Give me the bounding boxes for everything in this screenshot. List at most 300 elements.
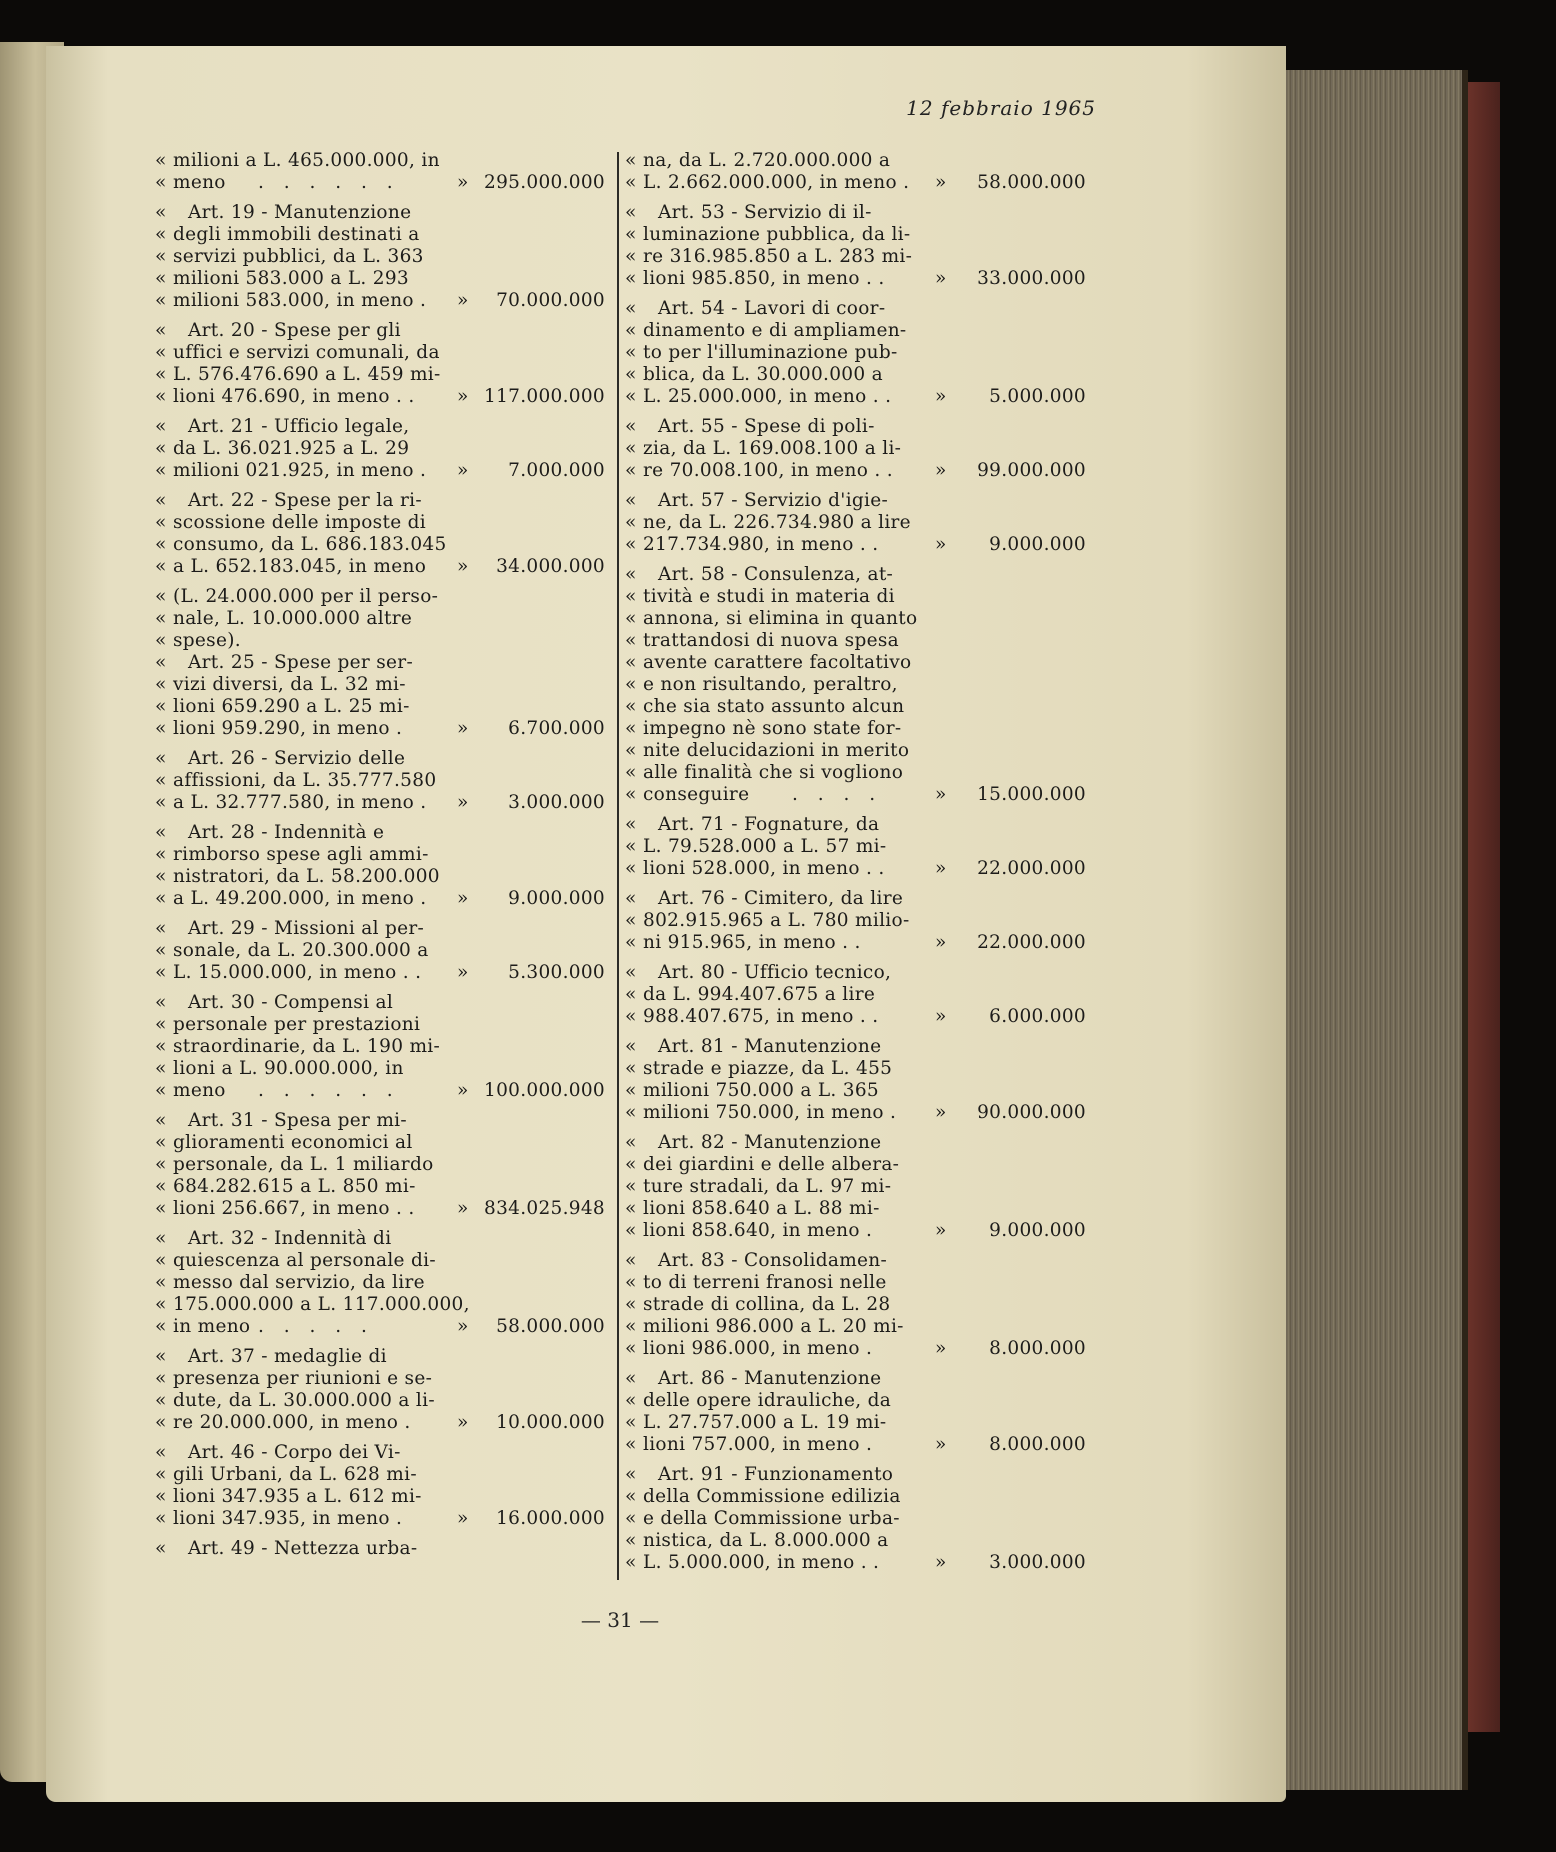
entry-line bbox=[620, 342, 1090, 364]
guillemet-open: « bbox=[625, 512, 637, 533]
entry-line bbox=[150, 962, 615, 984]
guillemet-open: « bbox=[625, 224, 637, 245]
entry-line bbox=[150, 844, 615, 866]
entry-line bbox=[150, 1390, 615, 1412]
guillemet-close: » bbox=[935, 386, 947, 407]
line-text: vizi diversi, da L. 32 mi- bbox=[173, 674, 406, 695]
entry-line bbox=[150, 438, 615, 460]
guillemet-open: « bbox=[155, 1464, 167, 1485]
amount-value: 9.000.000 bbox=[989, 534, 1086, 555]
entry-line bbox=[620, 268, 1090, 290]
guillemet-open: « bbox=[625, 630, 637, 651]
line-text: lioni 858.640 a L. 88 mi- bbox=[643, 1198, 880, 1219]
entry-line bbox=[620, 586, 1090, 608]
line-text: lioni 347.935 a L. 612 mi- bbox=[173, 1486, 422, 1507]
guillemet-open: « bbox=[625, 1272, 637, 1293]
amount-value: 8.000.000 bbox=[989, 1434, 1086, 1455]
entry-line bbox=[620, 718, 1090, 740]
entry-line bbox=[620, 1530, 1090, 1552]
guillemet-open: « bbox=[155, 992, 167, 1013]
amount-value: 58.000.000 bbox=[496, 1316, 605, 1337]
line-text: Art. 26 - Servizio delle bbox=[188, 748, 406, 769]
guillemet-open: « bbox=[625, 762, 637, 783]
line-text: dute, da L. 30.000.000 a li- bbox=[173, 1390, 435, 1411]
line-text: Art. 71 - Fognature, da bbox=[658, 814, 880, 835]
entry-line bbox=[150, 1080, 615, 1102]
guillemet-open: « bbox=[155, 822, 167, 843]
guillemet-open: « bbox=[625, 534, 637, 555]
amount-value: 58.000.000 bbox=[977, 172, 1086, 193]
line-text: sonale, da L. 20.300.000 a bbox=[173, 940, 429, 961]
budget-entry bbox=[150, 150, 615, 194]
entry-line bbox=[620, 1220, 1090, 1242]
column-divider bbox=[617, 152, 619, 1580]
entry-line bbox=[150, 1508, 615, 1530]
entry-gap bbox=[620, 1360, 1090, 1368]
entry-line bbox=[150, 1368, 615, 1390]
line-text: ne, da L. 226.734.980 a lire bbox=[643, 512, 911, 533]
entry-gap bbox=[150, 482, 615, 490]
guillemet-open: « bbox=[155, 150, 167, 171]
entry-line bbox=[150, 1442, 615, 1464]
entry-line bbox=[620, 1294, 1090, 1316]
entry-line bbox=[150, 320, 615, 342]
entry-line bbox=[620, 172, 1090, 194]
line-text: Art. 30 - Compensi al bbox=[188, 992, 394, 1013]
amount-value: 33.000.000 bbox=[977, 268, 1086, 289]
line-text: che sia stato assunto alcun bbox=[643, 696, 905, 717]
line-text: e non risultando, peraltro, bbox=[643, 674, 898, 695]
entry-line bbox=[620, 608, 1090, 630]
guillemet-close: » bbox=[457, 1198, 469, 1219]
line-text: lioni 985.850, in meno . . bbox=[643, 268, 885, 289]
entry-line bbox=[150, 364, 615, 386]
guillemet-open: « bbox=[625, 784, 637, 805]
line-text: nistratori, da L. 58.200.000 bbox=[173, 866, 440, 887]
guillemet-open: « bbox=[625, 416, 637, 437]
entry-line bbox=[150, 1250, 615, 1272]
guillemet-close: » bbox=[457, 290, 469, 311]
guillemet-close: » bbox=[935, 858, 947, 879]
line-text: a L. 49.200.000, in meno . bbox=[173, 888, 427, 909]
line-text: spese). bbox=[173, 630, 241, 651]
line-text: avente carattere facoltativo bbox=[643, 652, 912, 673]
entry-gap bbox=[620, 1574, 1090, 1582]
leader-dots: . . . . . . bbox=[258, 172, 400, 193]
guillemet-close: » bbox=[457, 1508, 469, 1529]
guillemet-close: » bbox=[457, 962, 469, 983]
guillemet-open: « bbox=[155, 386, 167, 407]
amount-value: 99.000.000 bbox=[977, 460, 1086, 481]
line-text: meno bbox=[173, 172, 226, 193]
guillemet-open: « bbox=[625, 1102, 637, 1123]
entry-line bbox=[620, 490, 1090, 512]
amount-value: 22.000.000 bbox=[977, 858, 1086, 879]
guillemet-close: » bbox=[935, 268, 947, 289]
entry-gap bbox=[150, 910, 615, 918]
entry-gap bbox=[620, 1124, 1090, 1132]
entry-line bbox=[620, 1338, 1090, 1360]
line-text: Art. 25 - Spese per ser- bbox=[188, 652, 413, 673]
leader-dots: . . . . . bbox=[258, 1316, 374, 1337]
amount-value: 295.000.000 bbox=[484, 172, 605, 193]
budget-entry bbox=[620, 1036, 1090, 1124]
entry-line bbox=[620, 534, 1090, 556]
line-text: zia, da L. 169.008.100 a li- bbox=[643, 438, 902, 459]
guillemet-open: « bbox=[625, 1220, 637, 1241]
entry-line bbox=[150, 460, 615, 482]
line-text: nistica, da L. 8.000.000 a bbox=[643, 1530, 889, 1551]
entry-gap bbox=[620, 290, 1090, 298]
budget-entry bbox=[150, 992, 615, 1102]
guillemet-open: « bbox=[625, 1434, 637, 1455]
line-text: messo dal servizio, da lire bbox=[173, 1272, 425, 1293]
guillemet-open: « bbox=[625, 1412, 637, 1433]
amount-value: 15.000.000 bbox=[977, 784, 1086, 805]
guillemet-open: « bbox=[625, 1486, 637, 1507]
budget-entry bbox=[620, 202, 1090, 290]
guillemet-open: « bbox=[155, 512, 167, 533]
guillemet-open: « bbox=[155, 1390, 167, 1411]
line-text: nite delucidazioni in merito bbox=[643, 740, 910, 761]
right-column bbox=[620, 150, 1090, 1582]
entry-line bbox=[620, 674, 1090, 696]
entry-line bbox=[620, 1006, 1090, 1028]
guillemet-open: « bbox=[155, 534, 167, 555]
entry-line bbox=[620, 858, 1090, 880]
guillemet-open: « bbox=[155, 1198, 167, 1219]
entry-line bbox=[620, 1434, 1090, 1456]
line-text: Art. 57 - Servizio d'igie- bbox=[658, 490, 889, 511]
entry-line bbox=[620, 1316, 1090, 1338]
guillemet-open: « bbox=[155, 290, 167, 311]
budget-entry bbox=[150, 1110, 615, 1220]
guillemet-open: « bbox=[625, 268, 637, 289]
guillemet-open: « bbox=[625, 1316, 637, 1337]
guillemet-close: » bbox=[935, 534, 947, 555]
guillemet-open: « bbox=[155, 224, 167, 245]
entry-line bbox=[150, 792, 615, 814]
line-text: presenza per riunioni e se- bbox=[173, 1368, 433, 1389]
line-text: 175.000.000 a L. 117.000.000, bbox=[173, 1294, 470, 1315]
page-number: — 31 — bbox=[580, 1608, 660, 1632]
entry-line bbox=[150, 940, 615, 962]
line-text: impegno nè sono state for- bbox=[643, 718, 902, 739]
entry-line bbox=[150, 1412, 615, 1434]
guillemet-close: » bbox=[935, 1552, 947, 1573]
entry-line bbox=[150, 1176, 615, 1198]
line-text: milioni 750.000, in meno . bbox=[643, 1102, 897, 1123]
entry-line bbox=[150, 1154, 615, 1176]
page-edges bbox=[1272, 70, 1468, 1790]
guillemet-open: « bbox=[625, 836, 637, 857]
line-text: lioni 858.640, in meno . bbox=[643, 1220, 873, 1241]
guillemet-open: « bbox=[625, 1368, 637, 1389]
entry-gap bbox=[150, 1560, 615, 1568]
entry-line bbox=[150, 1058, 615, 1080]
entry-line bbox=[150, 1228, 615, 1250]
entry-line bbox=[150, 1014, 615, 1036]
amount-value: 100.000.000 bbox=[484, 1080, 605, 1101]
line-text: degli immobili destinati a bbox=[173, 224, 420, 245]
entry-line bbox=[620, 1390, 1090, 1412]
budget-entry bbox=[150, 490, 615, 578]
guillemet-close: » bbox=[935, 932, 947, 953]
line-text: L. 27.757.000 a L. 19 mi- bbox=[643, 1412, 887, 1433]
guillemet-open: « bbox=[625, 438, 637, 459]
guillemet-open: « bbox=[625, 1006, 637, 1027]
line-text: Art. 46 - Corpo dei Vi- bbox=[188, 1442, 401, 1463]
line-text: Art. 86 - Manutenzione bbox=[658, 1368, 882, 1389]
entry-gap bbox=[150, 1220, 615, 1228]
guillemet-open: « bbox=[625, 1464, 637, 1485]
budget-entry bbox=[150, 416, 615, 482]
entry-gap bbox=[150, 984, 615, 992]
guillemet-open: « bbox=[625, 298, 637, 319]
guillemet-open: « bbox=[155, 1486, 167, 1507]
amount-value: 5.300.000 bbox=[508, 962, 605, 983]
budget-entry bbox=[620, 888, 1090, 954]
line-text: ture stradali, da L. 97 mi- bbox=[643, 1176, 892, 1197]
guillemet-open: « bbox=[155, 1412, 167, 1433]
guillemet-open: « bbox=[625, 1552, 637, 1573]
line-text: milioni 583.000 a L. 293 bbox=[173, 268, 409, 289]
budget-entry bbox=[620, 1250, 1090, 1360]
line-text: L. 15.000.000, in meno . . bbox=[173, 962, 422, 983]
line-text: na, da L. 2.720.000.000 a bbox=[643, 150, 891, 171]
line-text: re 316.985.850 a L. 283 mi- bbox=[643, 246, 913, 267]
guillemet-open: « bbox=[625, 1080, 637, 1101]
guillemet-close: » bbox=[457, 172, 469, 193]
entry-line bbox=[620, 246, 1090, 268]
entry-line bbox=[150, 556, 615, 578]
entry-line bbox=[620, 962, 1090, 984]
line-text: affissioni, da L. 35.777.580 bbox=[173, 770, 437, 791]
entry-line bbox=[150, 416, 615, 438]
entry-line bbox=[150, 172, 615, 194]
guillemet-close: » bbox=[457, 718, 469, 739]
line-text: da L. 994.407.675 a lire bbox=[643, 984, 876, 1005]
entry-line bbox=[620, 1102, 1090, 1124]
line-text: to di terreni franosi nelle bbox=[643, 1272, 887, 1293]
entry-line bbox=[150, 718, 615, 740]
line-text: Art. 82 - Manutenzione bbox=[658, 1132, 882, 1153]
line-text: Art. 76 - Cimitero, da lire bbox=[658, 888, 904, 909]
line-text: Art. 22 - Spese per la ri- bbox=[188, 490, 422, 511]
entry-gap bbox=[620, 880, 1090, 888]
entry-line bbox=[620, 1508, 1090, 1530]
budget-entry bbox=[150, 1538, 615, 1560]
guillemet-open: « bbox=[155, 1538, 167, 1559]
entry-line bbox=[620, 1250, 1090, 1272]
line-text: Art. 19 - Manutenzione bbox=[188, 202, 412, 223]
entry-gap bbox=[150, 194, 615, 202]
entry-line bbox=[620, 224, 1090, 246]
guillemet-open: « bbox=[155, 696, 167, 717]
line-text: milioni 021.925, in meno . bbox=[173, 460, 427, 481]
line-text: lioni 528.000, in meno . . bbox=[643, 858, 885, 879]
guillemet-open: « bbox=[155, 652, 167, 673]
entry-line bbox=[150, 1132, 615, 1154]
guillemet-open: « bbox=[625, 740, 637, 761]
line-text: gili Urbani, da L. 628 mi- bbox=[173, 1464, 417, 1485]
entry-line bbox=[150, 888, 615, 910]
line-text: re 20.000.000, in meno . bbox=[173, 1412, 411, 1433]
guillemet-open: « bbox=[625, 1530, 637, 1551]
guillemet-open: « bbox=[625, 962, 637, 983]
entry-line bbox=[150, 534, 615, 556]
guillemet-open: « bbox=[625, 202, 637, 223]
guillemet-open: « bbox=[155, 364, 167, 385]
line-text: Art. 29 - Missioni al per- bbox=[188, 918, 425, 939]
entry-gap bbox=[620, 556, 1090, 564]
entry-line bbox=[620, 814, 1090, 836]
line-text: a L. 652.183.045, in meno bbox=[173, 556, 427, 577]
entry-line bbox=[620, 1132, 1090, 1154]
guillemet-open: « bbox=[625, 696, 637, 717]
line-text: Art. 37 - medaglie di bbox=[188, 1346, 387, 1367]
amount-value: 6.000.000 bbox=[989, 1006, 1086, 1027]
line-text: lioni 986.000, in meno . bbox=[643, 1338, 873, 1359]
line-text: 217.734.980, in meno . . bbox=[643, 534, 879, 555]
guillemet-open: « bbox=[155, 630, 167, 651]
guillemet-close: » bbox=[457, 1316, 469, 1337]
guillemet-open: « bbox=[625, 1294, 637, 1315]
amount-value: 3.000.000 bbox=[508, 792, 605, 813]
budget-entry bbox=[620, 1464, 1090, 1574]
line-text: nale, L. 10.000.000 altre bbox=[173, 608, 413, 629]
entry-line bbox=[150, 1272, 615, 1294]
guillemet-open: « bbox=[625, 172, 637, 193]
line-text: alle finalità che si vogliono bbox=[643, 762, 904, 783]
entry-line bbox=[620, 438, 1090, 460]
line-text: Art. 53 - Servizio di il- bbox=[658, 202, 872, 223]
budget-entry bbox=[620, 1368, 1090, 1456]
budget-entry bbox=[150, 586, 615, 740]
guillemet-open: « bbox=[155, 674, 167, 695]
entry-line bbox=[620, 1080, 1090, 1102]
entry-line bbox=[620, 1176, 1090, 1198]
guillemet-open: « bbox=[155, 438, 167, 459]
guillemet-open: « bbox=[625, 1036, 637, 1057]
line-text: e della Commissione urba- bbox=[643, 1508, 900, 1529]
guillemet-open: « bbox=[155, 1294, 167, 1315]
amount-value: 8.000.000 bbox=[989, 1338, 1086, 1359]
entry-line bbox=[150, 748, 615, 770]
guillemet-open: « bbox=[625, 586, 637, 607]
guillemet-open: « bbox=[155, 1228, 167, 1249]
guillemet-open: « bbox=[155, 718, 167, 739]
budget-entry bbox=[150, 1442, 615, 1530]
entry-line bbox=[620, 1272, 1090, 1294]
guillemet-open: « bbox=[625, 1198, 637, 1219]
line-text: scossione delle imposte di bbox=[173, 512, 426, 533]
entry-gap bbox=[150, 408, 615, 416]
guillemet-open: « bbox=[155, 490, 167, 511]
guillemet-open: « bbox=[625, 364, 637, 385]
budget-entry bbox=[620, 490, 1090, 556]
line-text: lioni 476.690, in meno . . bbox=[173, 386, 415, 407]
budget-entry bbox=[150, 748, 615, 814]
line-text: straordinarie, da L. 190 mi- bbox=[173, 1036, 441, 1057]
entry-line bbox=[620, 512, 1090, 534]
line-text: da L. 36.021.925 a L. 29 bbox=[173, 438, 410, 459]
guillemet-close: » bbox=[457, 460, 469, 481]
guillemet-open: « bbox=[625, 888, 637, 909]
entry-line bbox=[620, 888, 1090, 910]
left-column bbox=[150, 150, 615, 1568]
line-text: meno bbox=[173, 1080, 226, 1101]
guillemet-open: « bbox=[625, 718, 637, 739]
entry-gap bbox=[150, 1338, 615, 1346]
line-text: strade di collina, da L. 28 bbox=[643, 1294, 891, 1315]
line-text: 988.407.675, in meno . . bbox=[643, 1006, 879, 1027]
guillemet-open: « bbox=[625, 386, 637, 407]
guillemet-open: « bbox=[625, 1176, 637, 1197]
guillemet-open: « bbox=[625, 490, 637, 511]
line-text: L. 2.662.000.000, in meno . bbox=[643, 172, 910, 193]
line-text: dei giardini e delle albera- bbox=[643, 1154, 900, 1175]
entry-gap bbox=[620, 1456, 1090, 1464]
guillemet-open: « bbox=[155, 1110, 167, 1131]
line-text: blica, da L. 30.000.000 a bbox=[643, 364, 883, 385]
line-text: lioni 757.000, in meno . bbox=[643, 1434, 873, 1455]
entry-line bbox=[620, 932, 1090, 954]
guillemet-close: » bbox=[457, 792, 469, 813]
entry-line bbox=[150, 674, 615, 696]
entry-line bbox=[620, 1198, 1090, 1220]
entry-line bbox=[620, 1552, 1090, 1574]
line-text: lioni 256.667, in meno . . bbox=[173, 1198, 415, 1219]
entry-line bbox=[150, 918, 615, 940]
line-text: personale per prestazioni bbox=[173, 1014, 421, 1035]
entry-line bbox=[150, 1036, 615, 1058]
entry-line bbox=[150, 866, 615, 888]
guillemet-open: « bbox=[155, 1036, 167, 1057]
budget-entry bbox=[620, 564, 1090, 806]
amount-value: 9.000.000 bbox=[989, 1220, 1086, 1241]
line-text: 684.282.615 a L. 850 mi- bbox=[173, 1176, 416, 1197]
entry-line bbox=[620, 460, 1090, 482]
line-text: uffici e servizi comunali, da bbox=[173, 342, 440, 363]
entry-line bbox=[620, 1486, 1090, 1508]
line-text: lioni a L. 90.000.000, in bbox=[173, 1058, 404, 1079]
entry-line bbox=[620, 202, 1090, 224]
guillemet-open: « bbox=[625, 564, 637, 585]
line-text: rimborso spese agli ammi- bbox=[173, 844, 429, 865]
guillemet-open: « bbox=[155, 460, 167, 481]
guillemet-close: » bbox=[935, 460, 947, 481]
entry-gap bbox=[150, 740, 615, 748]
guillemet-open: « bbox=[625, 246, 637, 267]
entry-gap bbox=[150, 1530, 615, 1538]
budget-entry bbox=[150, 320, 615, 408]
budget-entry bbox=[150, 1228, 615, 1338]
budget-entry bbox=[620, 814, 1090, 880]
line-text: L. 5.000.000, in meno . . bbox=[643, 1552, 880, 1573]
line-text: milioni 583.000, in meno . bbox=[173, 290, 427, 311]
entry-line bbox=[620, 740, 1090, 762]
guillemet-open: « bbox=[155, 792, 167, 813]
line-text: Art. 31 - Spesa per mi- bbox=[188, 1110, 407, 1131]
entry-line bbox=[150, 150, 615, 172]
line-text: to per l'illuminazione pub- bbox=[643, 342, 898, 363]
leader-dots: . . . . . . bbox=[258, 1080, 400, 1101]
guillemet-open: « bbox=[155, 1058, 167, 1079]
guillemet-open: « bbox=[625, 1508, 637, 1529]
entry-gap bbox=[620, 408, 1090, 416]
line-text: tività e studi in materia di bbox=[643, 586, 895, 607]
